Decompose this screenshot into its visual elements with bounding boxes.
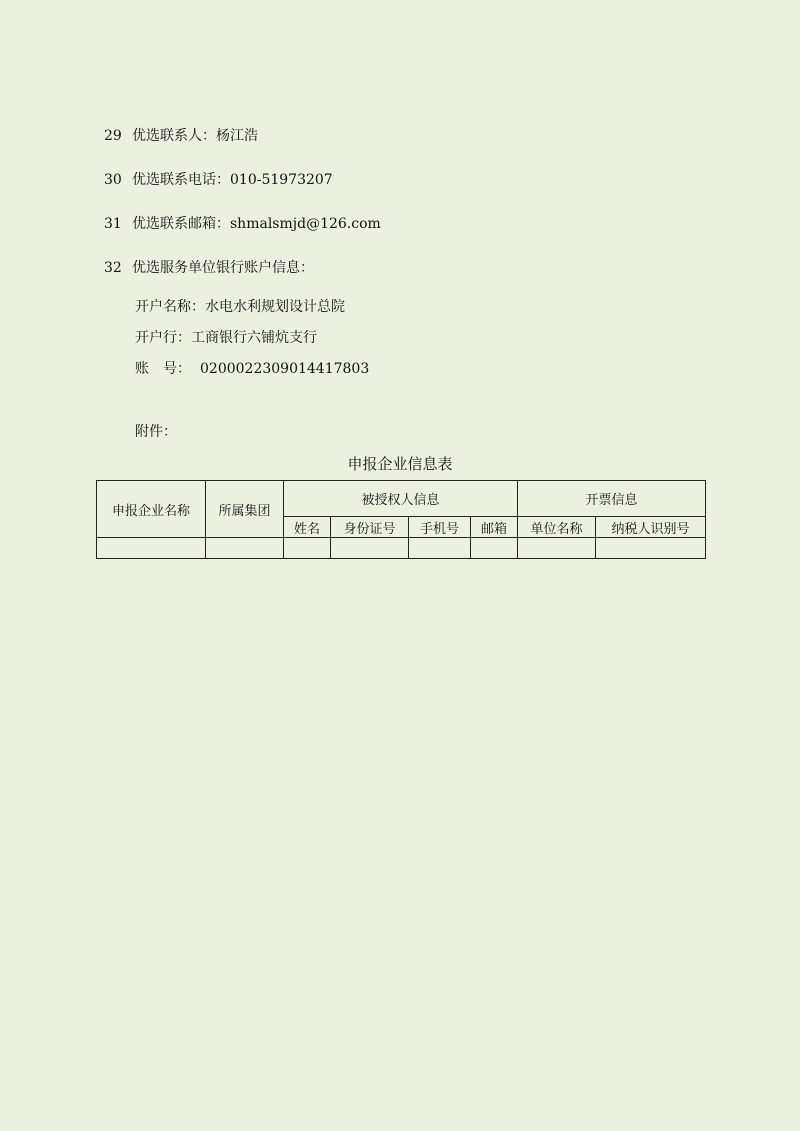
header-email: 邮箱: [471, 517, 518, 538]
cell-unit-name[interactable]: [518, 538, 596, 559]
header-invoice-info: 开票信息: [518, 481, 706, 517]
bank-branch: 开户行：工商银行六铺炕支行: [135, 330, 317, 346]
item-30: [104, 171, 333, 189]
header-group: 所属集团: [206, 481, 284, 538]
account-number: 0200022309014417803: [200, 361, 370, 377]
item-32: [104, 259, 314, 277]
item-number: 30: [104, 172, 122, 188]
item-text: 优选联系邮箱：shmalsmjd@126.com: [132, 216, 381, 232]
item-text: 优选联系电话：010-51973207: [132, 172, 333, 188]
item-31: [104, 215, 381, 233]
item-29: [104, 127, 258, 145]
bank-account: [135, 360, 369, 378]
header-company-name: 申报企业名称: [97, 481, 206, 538]
item-text: 优选联系人：杨江浩: [132, 128, 258, 144]
cell-company-name[interactable]: [97, 538, 206, 559]
account-label: 账 号：: [135, 361, 191, 377]
table-row: [97, 538, 706, 559]
header-tax-id: 纳税人识别号: [596, 517, 706, 538]
cell-id-number[interactable]: [331, 538, 409, 559]
attachment-label: 附件：: [135, 424, 177, 440]
header-id-number: 身份证号: [331, 517, 409, 538]
cell-name[interactable]: [284, 538, 331, 559]
header-phone: 手机号: [409, 517, 471, 538]
cell-tax-id[interactable]: [596, 538, 706, 559]
cell-email[interactable]: [471, 538, 518, 559]
cell-phone[interactable]: [409, 538, 471, 559]
table-title: 申报企业信息表: [347, 455, 453, 473]
cell-group[interactable]: [206, 538, 284, 559]
header-unit-name: 单位名称: [518, 517, 596, 538]
header-authorized-person: 被授权人信息: [284, 481, 518, 517]
header-name: 姓名: [284, 517, 331, 538]
item-number: 29: [104, 128, 122, 144]
item-number: 32: [104, 260, 122, 276]
bank-account-name: 开户名称：水电水利规划设计总院: [135, 299, 345, 315]
company-info-table: [96, 480, 706, 559]
item-text: 优选服务单位银行账户信息：: [132, 260, 314, 276]
item-number: 31: [104, 216, 122, 232]
